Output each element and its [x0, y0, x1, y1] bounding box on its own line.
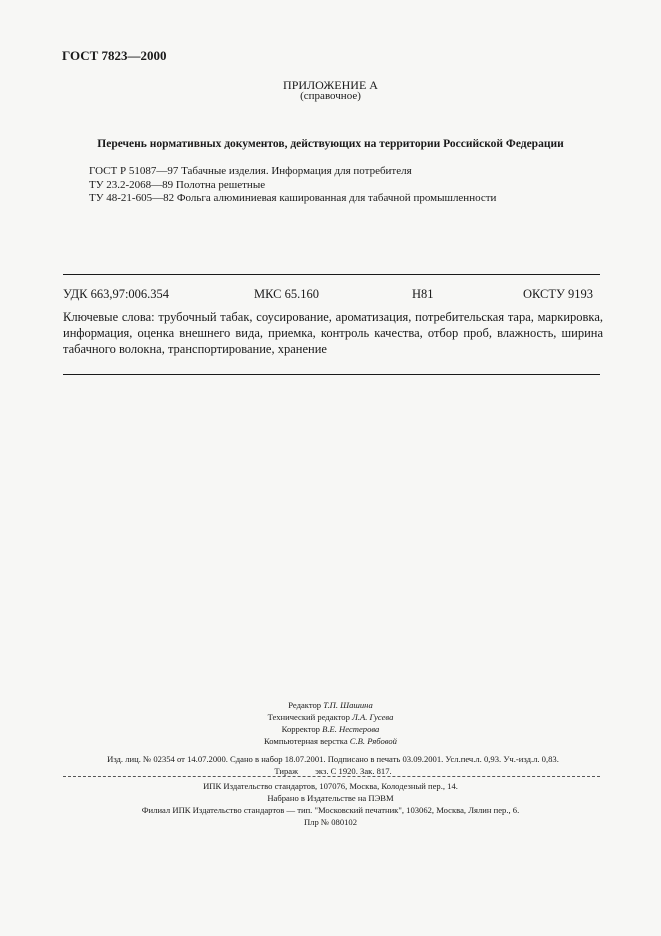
reference-list [89, 165, 496, 206]
reference-item: ГОСТ Р 51087—97 Табачные изделия. Информация для потребителя [89, 165, 412, 177]
reference-item: ТУ 48-21-605—82 Фольга алюминиевая кашированная для табачной промышленности [89, 192, 497, 204]
publisher-line: Плр № 080102 [303, 817, 358, 827]
document-code: ГОСТ 7823—2000 [62, 48, 167, 63]
credit-label: Корректор [281, 724, 320, 734]
okstu-code: ОКСТУ 9193 [523, 287, 594, 301]
credit-tech-editor [0, 711, 661, 723]
publisher-line: ИПК Издательство стандартов, 107076, Москва, Колодезный пер., 14. [203, 781, 458, 791]
publisher-line: Филиал ИПК Издательство стандартов — тип. "Московский печатник", 103062, Москва, Лялин пер., 6. [141, 805, 520, 815]
credit-corrector [0, 723, 661, 735]
credit-label: Редактор [288, 700, 322, 710]
imprint-line: Изд. лиц. № 02354 от 14.07.2000. Сдано в набор 18.07.2001. Подписано в печать 03.09.2001. Усл.печ.л. 0,93. Уч.-изд.л. 0,83. [107, 754, 559, 764]
divider-line [63, 274, 600, 275]
credit-name: Т.П. Шашина [323, 700, 373, 710]
udk-code: УДК 663,97:006.354 [63, 287, 170, 301]
divider-line [63, 374, 600, 375]
mks-code: МКС 65.160 [254, 287, 319, 301]
appendix-subtitle: (справочное) [300, 90, 361, 102]
reference-item: ТУ 23.2-2068—89 Полотна решетные [89, 178, 266, 191]
credit-editor [0, 699, 661, 711]
credits-block [0, 699, 661, 747]
credit-name: С.В. Рябовой [349, 736, 397, 746]
credit-layout [0, 735, 661, 747]
group-code: Н81 [412, 287, 434, 301]
imprint-block [63, 753, 603, 777]
credit-name: В.Е. Нестерова [322, 724, 380, 734]
credit-label: Технический редактор [267, 712, 350, 722]
credit-name: Л.А. Гусева [352, 712, 394, 722]
appendix-title: ПРИЛОЖЕНИЕ А [283, 78, 378, 92]
imprint-line: Тираж экз. С 1920. Зак. 817. [274, 766, 392, 776]
publisher-block [0, 780, 661, 828]
credit-label: Компьютерная верстка [264, 736, 348, 746]
reference-list-title: Перечень нормативных документов, действующих на территории Российской Федерации [97, 138, 564, 150]
dashed-divider [63, 776, 600, 777]
keywords-paragraph: Ключевые слова: трубочный табак, соусирование, ароматизация, потребительская тара, маркировка, информация, оценка внешнего вида, приемка, контроль качества, отбор проб, влажность, ширина табачного волокна, транспортирование, хранение [63, 310, 603, 356]
publisher-line: Набрано в Издательстве на ПЭВМ [267, 793, 394, 803]
